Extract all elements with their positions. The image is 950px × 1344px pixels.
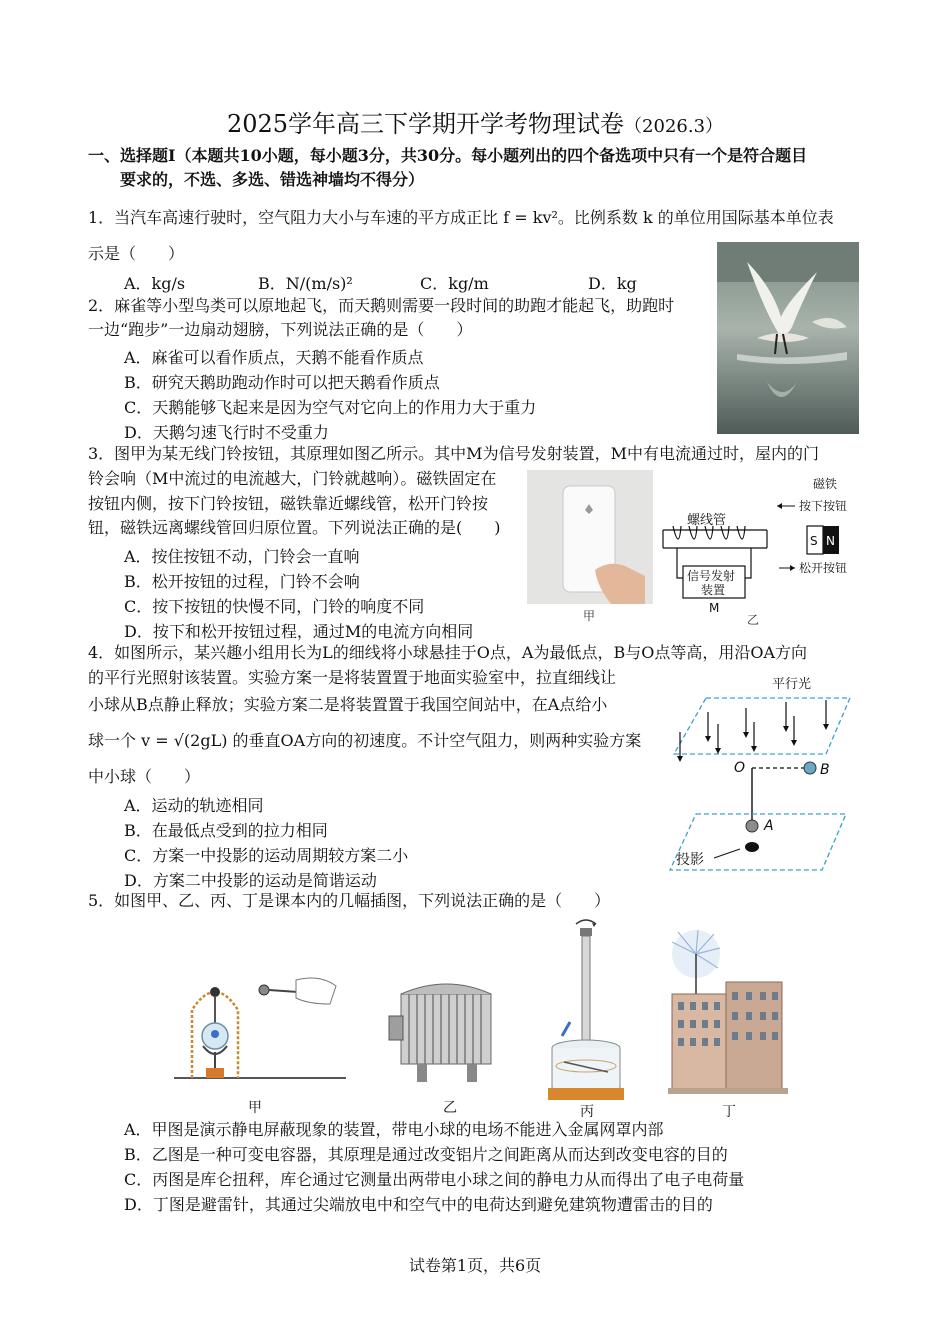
q2-option-a: A．麻雀可以看作质点，天鹅不能看作质点	[124, 348, 424, 367]
press-button-label: 按下按钮	[799, 499, 848, 513]
q3-stem-line3: 按钮内侧，按下门铃按钮，磁铁靠近螺线管，松开门铃按	[88, 494, 489, 513]
point-o-label: O	[734, 760, 746, 776]
q4-stem-line4: 球一个 v = √(2gL) 的垂直OA方向的初速度。不计空气阻力，则两种实验方案	[88, 731, 642, 750]
q1-option-b: B．N/(m/s)²	[258, 274, 353, 293]
magnet-label: 磁铁	[813, 477, 838, 491]
q5-fig-label-bing: 丙	[580, 1104, 594, 1120]
swan-photo	[717, 242, 859, 434]
q5-option-a: A．甲图是演示静电屏蔽现象的装置，带电小球的电场不能进入金属网罩内部	[124, 1120, 664, 1139]
q5-fig-label-yi: 乙	[443, 1100, 457, 1116]
torsion-balance-figure	[546, 916, 628, 1120]
shadow-dot	[745, 842, 759, 852]
q4-option-c: C．方案一中投影的运动周期较方案二小	[124, 846, 409, 865]
ball-b	[804, 762, 816, 774]
q3-option-d: D．按下和松开按钮过程，通过M的电流方向相同	[124, 622, 474, 641]
m-label: M	[709, 601, 720, 615]
q5-stem-line1: 5．如图甲、乙、丙、丁是课本内的几幅插图，下列说法正确的是（ ）	[88, 891, 611, 910]
q1-stem-line1: 1．当汽车高速行驶时，空气阻力大小与车速的平方成正比 f = kv²。比例系数 k 的单位用国际基本单位表	[88, 208, 834, 227]
q4-stem-line5: 中小球（ ）	[88, 767, 201, 786]
q3-option-b: B．松开按钮的过程，门铃不会响	[124, 572, 360, 591]
q5-fig-label-jia: 甲	[248, 1100, 262, 1116]
q4-option-d: D．方案二中投影的运动是简谐运动	[124, 871, 377, 890]
section-header-line2: 要求的，不选、多选、错选神墙均不得分）	[120, 170, 425, 189]
q2-option-c: C．天鹅能够飞起来是因为空气对它向上的作用力大于重力	[124, 398, 537, 417]
press-arrow-icon	[777, 503, 782, 509]
q3-option-a: A．按住按钮不动，门铃会一直响	[124, 547, 360, 566]
q3-stem-line2: 铃会响（M中流过的电流越大，门铃就越响）。磁铁固定在	[88, 469, 497, 488]
release-button-label: 松开按钮	[799, 561, 848, 575]
q5-option-b: B．乙图是一种可变电容器，其原理是通过改变铝片之间距离从而达到改变电容的目的	[124, 1145, 728, 1164]
title-text: 2025学年高三下学期开学考物理试卷	[226, 110, 625, 138]
q5-option-c: C．丙图是库仑扭秤，库仑通过它测量出两带电小球之间的静电力从而得出了电子电荷量	[124, 1170, 745, 1189]
magnet-n-pole: N	[826, 534, 835, 548]
fig-label-yi: 乙	[747, 613, 760, 627]
shadow-label: 投影	[676, 852, 704, 868]
q4-option-a: A．运动的轨迹相同	[124, 796, 264, 815]
page-footer: 试卷第1页，共6页	[408, 1256, 542, 1275]
q4-stem-line3: 小球从B点静止释放；实验方案二是将装置置于我国空间站中，在A点给小	[88, 695, 608, 714]
q3-option-c: C．按下按钮的快慢不同，门铃的响度不同	[124, 597, 425, 616]
variable-capacitor-figure	[387, 968, 517, 1118]
q2-option-d: D．天鹅匀速飞行时不受重力	[124, 423, 329, 442]
q3-stem-line4: 钮，磁铁远离螺线管回归原位置。下列说法正确的是( )	[88, 518, 501, 537]
device-label-line2: 装置	[701, 583, 726, 597]
page-title	[0, 104, 950, 139]
q2-stem-line1: 2．麻雀等小型鸟类可以原地起飞，而天鹅则需要一段时间的助跑才能起飞，助跑时	[88, 296, 675, 315]
q2-option-b: B．研究天鹅助跑动作时可以把天鹅看作质点	[124, 373, 440, 392]
section-header-line1: 一、选择题Ⅰ（本题共10小题，每小题3分，共30分。每小题列出的四个备选项中只有一个是符合题目	[88, 146, 808, 165]
doorbell-photo	[527, 470, 653, 622]
solenoid-label: 螺线管	[687, 513, 727, 528]
device-label-line1: 信号发射	[687, 569, 736, 583]
parallel-light-label: 平行光	[772, 677, 812, 692]
point-b-label: B	[820, 762, 830, 778]
lightning-rod-figure	[668, 928, 788, 1120]
title-date: （2026.3）	[624, 116, 724, 137]
q5-fig-label-ding: 丁	[722, 1104, 736, 1120]
fig-label-jia: 甲	[583, 609, 596, 622]
q2-stem-line2: 一边“跑步”一边扇动翅膀，下列说法正确的是（ ）	[88, 320, 473, 339]
q4-stem-line1: 4．如图所示，某兴趣小组用长为L的细线将小球悬挂于O点，A为最低点，B与O点等高，用沿OA方向	[88, 643, 808, 662]
electrostatic-shield-figure	[170, 970, 350, 1118]
q3-stem-line1: 3．图甲为某无线门铃按钮，其原理如图乙所示。其中M为信号发射装置，M中有电流通过时，屋内的门	[88, 444, 819, 463]
magnet-s-pole: S	[810, 534, 818, 548]
ball-a	[746, 820, 758, 832]
release-arrow-icon	[790, 565, 795, 571]
point-a-label: A	[764, 818, 774, 834]
q1-stem-line2: 示是（ ）	[88, 244, 185, 263]
q1-option-d: D．kg	[588, 274, 637, 293]
q1-option-a: A．kg/s	[124, 274, 186, 293]
q5-option-d: D．丁图是避雷针，其通过尖端放电中和空气中的电荷达到避免建筑物遭雷击的目的	[124, 1195, 713, 1214]
q1-option-c: C．kg/m	[420, 274, 489, 293]
q4-option-b: B．在最低点受到的拉力相同	[124, 821, 328, 840]
solenoid-circuit-diagram	[655, 470, 865, 628]
pendulum-light-diagram	[650, 672, 860, 878]
q4-stem-line2: 的平行光照射该装置。实验方案一是将装置置于地面实验室中，拉直细线让	[88, 668, 617, 687]
